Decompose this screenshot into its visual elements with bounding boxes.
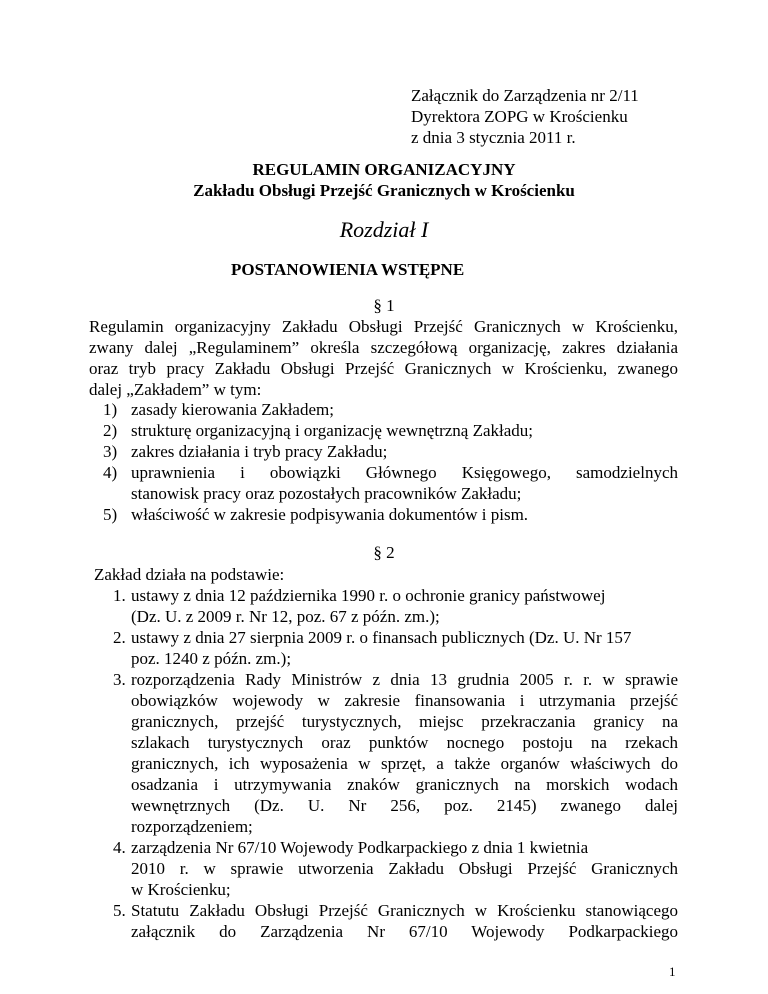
list-item-continuation: osadzania i utrzymywania znaków granicznych na morskich wodach [131,775,678,794]
list-item: ustawy z dnia 12 października 1990 r. o ochronie granicy państwowej [131,586,606,605]
list-item-number: 2) [103,421,118,440]
paragraph-symbol-2: § 2 [373,543,395,562]
section-title: POSTANOWIENIA WSTĘPNE [231,260,465,279]
list-item-continuation: (Dz. U. z 2009 r. Nr 12, poz. 67 z późn. zm.); [131,607,440,626]
list-item: właściwość w zakresie podpisywania dokumentów i pism. [131,505,529,524]
list-item-number: 3) [103,442,118,461]
list-item-number: 2. [113,628,126,647]
list-item: zarządzenia Nr 67/10 Wojewody Podkarpackiego z dnia 1 kwietnia [131,838,589,857]
par1-line: zwany dalej „Regulaminem” określa szczegółową organizację, zakres działania [89,338,678,357]
header-line-3: z dnia 3 stycznia 2011 r. [411,128,576,147]
list-item-continuation: granicznych, ich wyposażenia w sprzęt, a także organów właściwych do [131,754,678,773]
list-item-number: 1) [103,400,118,419]
document-subtitle: Zakładu Obsługi Przejść Granicznych w Krościenku [193,181,575,200]
list-item-continuation: w Krościenku; [131,880,231,899]
list-item: zakres działania i tryb pracy Zakładu; [131,442,388,461]
list-item-continuation: poz. 1240 z późn. zm.); [131,649,292,668]
list-item-continuation: obowiązków wojewody w zakresie finansowania i utrzymania przejść [131,691,678,710]
list-item-number: 4. [113,838,126,857]
list-item: strukturę organizacyjną i organizację wewnętrzną Zakładu; [131,421,533,440]
par1-line: oraz tryb pracy Zakładu Obsługi Przejść Granicznych w Krościenku, zwanego [89,359,678,378]
list-item-number: 4) [103,463,118,482]
list-item-continuation: wewnętrznych (Dz. U. Nr 256, poz. 2145) zwanego dalej [131,796,678,815]
list-item-number: 3. [113,670,126,689]
list-item: uprawnienia i obowiązki Głównego Księgowego, samodzielnych [131,463,678,482]
header-line-1: Załącznik do Zarządzenia nr 2/11 [411,86,639,105]
par2-intro: Zakład działa na podstawie: [94,565,285,584]
par1-line: Regulamin organizacyjny Zakładu Obsługi Przejść Granicznych w Krościenku, [89,317,678,336]
list-item-number: 5. [113,901,126,920]
list-item-number: 1. [113,586,126,605]
document-title: REGULAMIN ORGANIZACYJNY [252,160,516,179]
list-item-number: 5) [103,505,118,524]
list-item-continuation: załącznik do Zarządzenia Nr 67/10 Wojewody Podkarpackiego [131,922,678,941]
list-item-continuation: rozporządzeniem; [131,817,253,836]
chapter-heading: Rozdział I [339,217,429,242]
page-number: 1 [669,964,676,979]
list-item-continuation: stanowisk pracy oraz pozostałych pracowników Zakładu; [131,484,522,503]
par1-line: dalej „Zakładem” w tym: [89,380,262,399]
list-item-continuation: 2010 r. w sprawie utworzenia Zakładu Obsługi Przejść Granicznych [131,859,678,878]
list-item: rozporządzenia Rady Ministrów z dnia 13 grudnia 2005 r. r. w sprawie [131,670,678,689]
list-item: Statutu Zakładu Obsługi Przejść Granicznych w Krościenku stanowiącego [131,901,678,920]
list-item-continuation: granicznych, przejść turystycznych, miejsc przekraczania granicy na [131,712,678,731]
paragraph-symbol-1: § 1 [373,296,395,315]
header-line-2: Dyrektora ZOPG w Krościenku [411,107,628,126]
list-item: ustawy z dnia 27 sierpnia 2009 r. o finansach publicznych (Dz. U. Nr 157 [131,628,632,647]
list-item: zasady kierowania Zakładem; [131,400,334,419]
list-item-continuation: szlakach turystycznych oraz punktów nocnego postoju na rzekach [131,733,678,752]
